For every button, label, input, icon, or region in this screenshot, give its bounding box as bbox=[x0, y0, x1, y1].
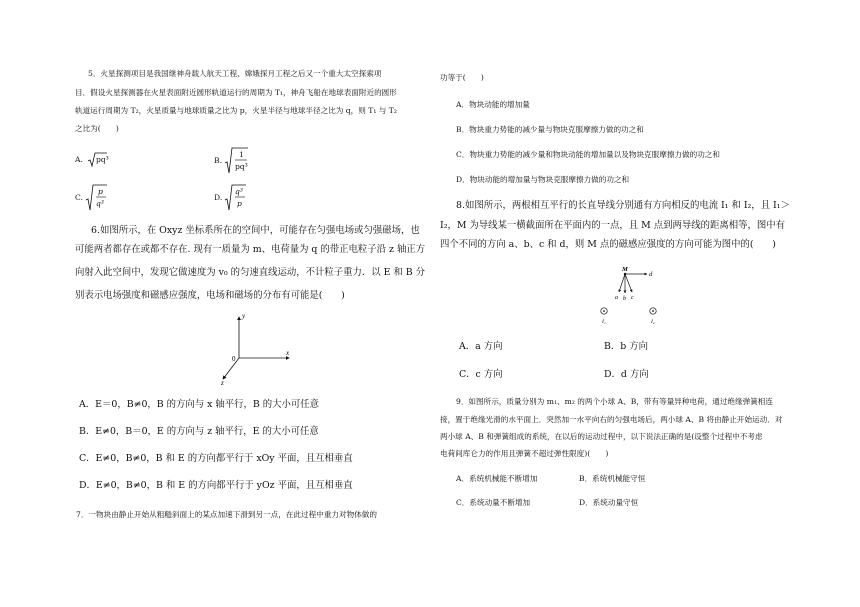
point-label-m: M bbox=[622, 266, 628, 273]
q7-line1: 7．一物块由静止开始从粗糙斜面上的某点加速下滑到另一点，在此过程中重力对物体做的 bbox=[76, 510, 377, 519]
wire-label-i2: I₂ bbox=[651, 319, 655, 325]
q8-line1: 8.如图所示，两根相互平行的长直导线分别通有方向相反的电流 I₁ 和 I₂，且 I₁＞ bbox=[456, 200, 790, 211]
q7-option-a: A．物块动能的增加量 bbox=[456, 100, 530, 109]
q8-option-a: A．a 方向 bbox=[459, 341, 503, 352]
q5-option-c-denominator: q³ bbox=[96, 199, 104, 208]
q6-option-a: A．E＝0，B≠0，B 的方向与 x 轴平行，B 的大小可任意 bbox=[79, 399, 320, 410]
direction-label-a: a bbox=[615, 295, 618, 301]
direction-label-d: d bbox=[649, 271, 653, 278]
q5-option-d-label: D. bbox=[214, 193, 223, 202]
q5-line2: 目．假设火星探测器在火星表面附近圆形轨道运行的周期为 T₁，神舟飞船在地球表面附近的圆形 bbox=[75, 88, 397, 97]
direction-label-b: b bbox=[623, 296, 626, 302]
q6-option-c: C．E≠0，B≠0，B 和 E 的方向都平行于 xOy 平面，且互相垂直 bbox=[79, 453, 353, 464]
q8-option-c: C．c 方向 bbox=[459, 369, 503, 380]
q5-line3: 轨道运行周期为 T₂，火星质量与地球质量之比为 p，火星半径与地球半径之比为 q，则 T₁ 与 T₂ bbox=[75, 106, 397, 115]
q6-option-d: D．E≠0，B≠0，B 和 E 的方向都平行于 yOz 平面，且互相垂直 bbox=[79, 480, 353, 491]
axis-label-y: y bbox=[242, 312, 246, 320]
q5-option-c-numerator: p bbox=[98, 187, 103, 196]
wire-label-i1: I₁ bbox=[602, 319, 606, 325]
q9-option-a: A．系统机械能不断增加 bbox=[456, 474, 538, 483]
wire-i1-dot bbox=[603, 310, 605, 312]
direction-label-c: c bbox=[631, 295, 634, 301]
q5-line4: 之比为( ) bbox=[75, 124, 119, 133]
q5-option-b-label: B. bbox=[214, 156, 222, 165]
axis-label-origin: 0 bbox=[232, 355, 236, 363]
q8-option-d: D．d 方向 bbox=[604, 369, 649, 380]
q5-option-c-label: C. bbox=[75, 193, 83, 202]
q8-option-b: B．b 方向 bbox=[604, 341, 648, 352]
z-axis-line bbox=[223, 358, 239, 379]
q8-line2: I₂，M 为导线某一横截面所在平面内的一点，且 M 点到两导线的距离相等，图中有 bbox=[440, 220, 785, 231]
q6-line3: 向射入此空间中，发现它做速度为 v₀ 的匀速直线运动，不计粒子重力．以 E 和 B 分 bbox=[75, 267, 426, 278]
q9-option-c: C．系统动量不断增加 bbox=[456, 498, 531, 507]
q6-line4: 别表示电场强度和磁感应强度，电场和磁场的分布有可能是( ) bbox=[75, 290, 345, 301]
q8-line3: 四个不同的方向 a、b、c 和 d，则 M 点的磁感应强度的方向可能为图中的( ) bbox=[440, 239, 776, 250]
q7-line2: 功等于( ) bbox=[440, 73, 484, 82]
coordinate-axes-figure bbox=[205, 308, 295, 388]
q5-line1: 5．火星探测项目是我国继神舟载人航天工程、嫦娥探月工程之后又一个重大太空探索项 bbox=[88, 69, 382, 78]
q9-option-d: D．系统动量守恒 bbox=[579, 498, 639, 507]
q5-option-a-label: A. bbox=[75, 155, 83, 164]
q6-option-b: B．E≠0，B＝0，E 的方向与 z 轴平行，E 的大小可任意 bbox=[79, 426, 319, 437]
q9-line4: 电荷间库仑力的作用且弹簧不超过弹性限度)( ) bbox=[440, 449, 609, 458]
q9-line3: 两小球 A、B 和弹簧组成的系统，在以后的运动过程中，以下说法正确的是(设整个过程中不考虑 bbox=[440, 432, 763, 441]
q9-option-b: B．系统机械能守恒 bbox=[579, 474, 646, 483]
q5-option-b-denominator: pq³ bbox=[235, 162, 248, 171]
q7-option-c: C．物块重力势能的减少量和物块动能的增加量以及物块克服摩擦力做的功之和 bbox=[456, 150, 720, 159]
direction-a-arrow bbox=[619, 274, 625, 292]
q9-line2: 接，置于绝缘光滑的水平面上．突然加一水平向右的匀强电场后，两小球 A、B 将由静止开始运动．对 bbox=[440, 415, 783, 424]
wire-i2-dot bbox=[652, 310, 654, 312]
q5-option-d-numerator: q³ bbox=[235, 187, 243, 196]
q5-option-a-expr: pq³ bbox=[96, 155, 109, 164]
axis-label-x: x bbox=[286, 349, 290, 357]
q5-option-d-denominator: p bbox=[237, 199, 242, 208]
q7-option-b: B．物块重力势能的减少量与物块克服摩擦力做的功之和 bbox=[456, 125, 644, 134]
axis-label-z: z bbox=[221, 379, 224, 387]
q6-line1: 6.如图所示，在 Oxyz 坐标系所在的空间中，可能存在匀强电场或匀强磁场，也 bbox=[91, 225, 420, 236]
direction-c-arrow bbox=[625, 274, 632, 292]
q7-option-d: D．物块动能的增加量与物块克服摩擦力做的功之和 bbox=[456, 175, 630, 184]
q5-option-b-numerator: 1 bbox=[239, 150, 244, 159]
q9-line1: 9．如图所示，质量分别为 m₁、m₂ 的两个小球 A、B，带有等量异种电荷，通过绝缘弹簧相连 bbox=[456, 397, 773, 406]
q6-line2: 可能两者都存在或都不存在. 现有一质量为 m、电荷量为 q 的带正电粒子沿 z 轴正方 bbox=[75, 244, 426, 255]
wire-direction-figure bbox=[592, 262, 672, 328]
